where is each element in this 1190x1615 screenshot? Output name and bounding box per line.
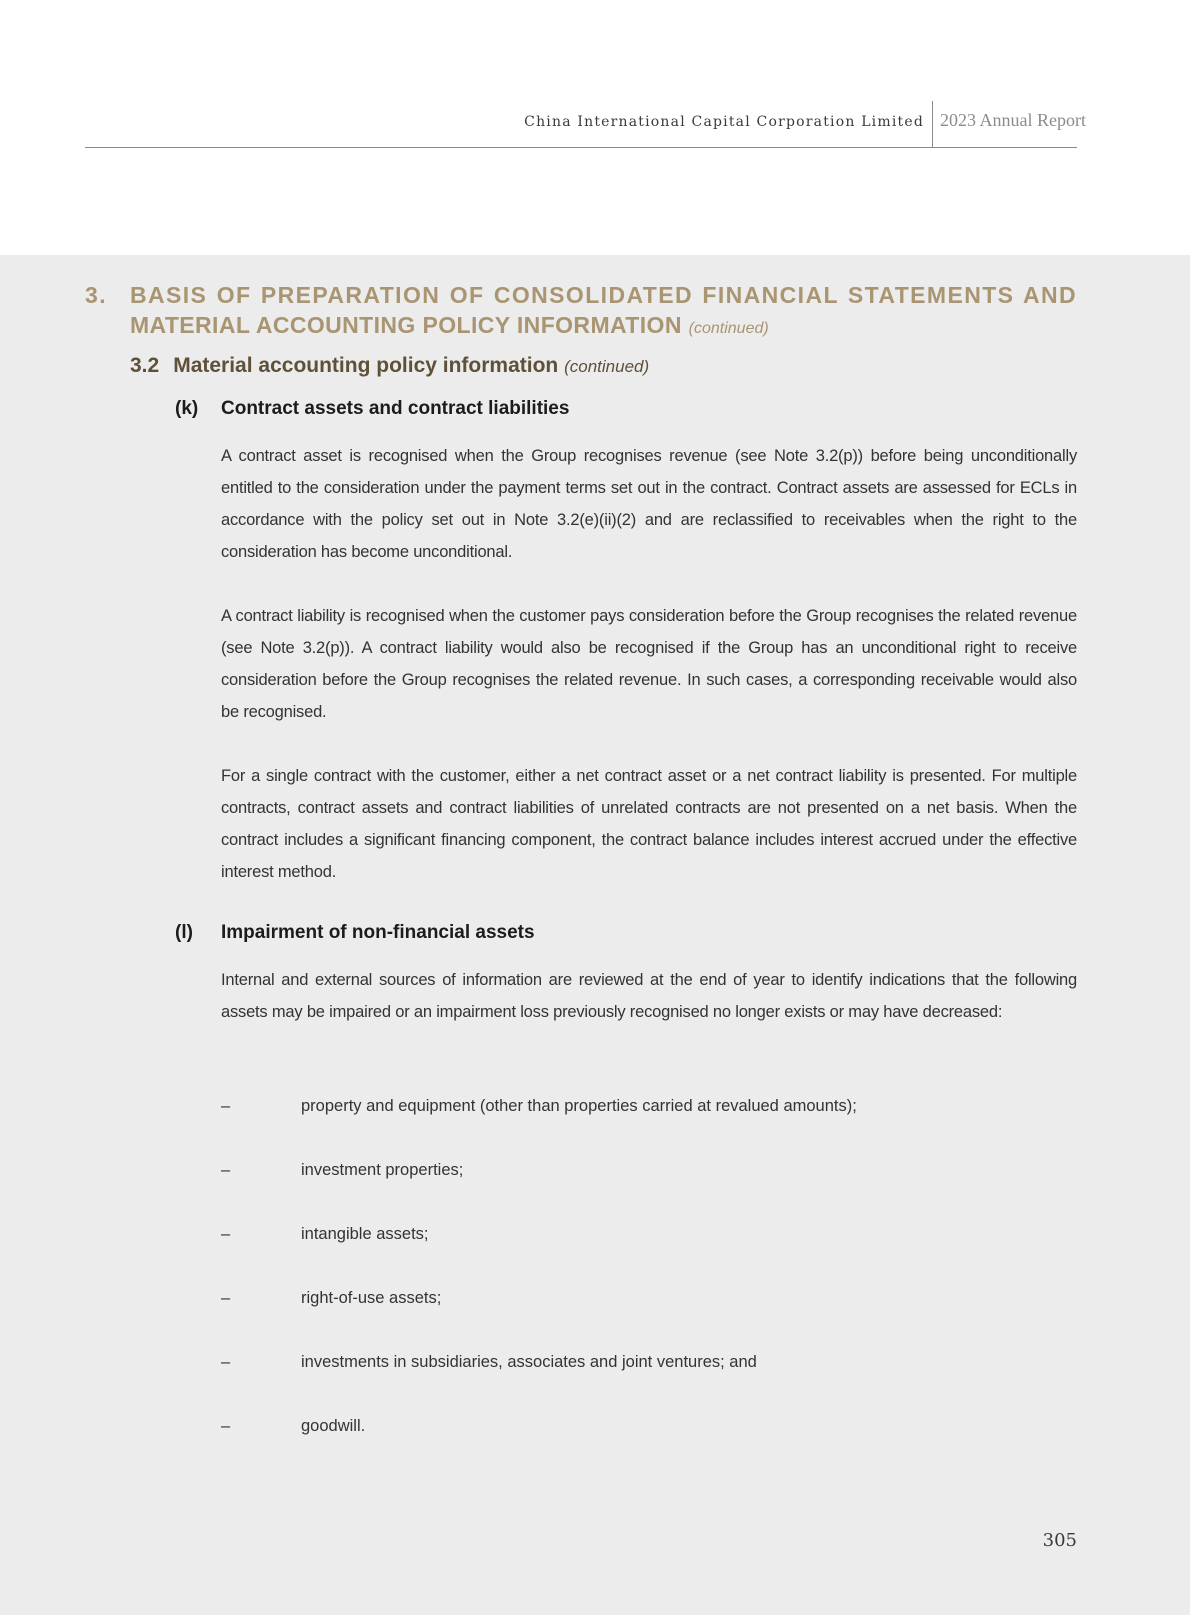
bullet-dash: – <box>221 1289 231 1307</box>
list-item-text: property and equipment (other than properties carried at revalued amounts); <box>301 1097 857 1115</box>
item-letter: (k) <box>175 398 199 419</box>
bullet-dash: – <box>221 1225 231 1243</box>
item-title: Contract assets and contract liabilities <box>221 398 570 419</box>
paragraph: For a single contract with the customer, either a net contract asset or a net contract liability is presented. For multiple contracts, contract assets and contract liabilities of unrelated contracts are not presented on a net basis. When the contract includes a significant financing component, the contract balance includes interest accrued under the effective interest method. <box>221 767 1077 881</box>
section-title-line2-text: MATERIAL ACCOUNTING POLICY INFORMATION <box>130 312 682 338</box>
paragraph: Internal and external sources of information are reviewed at the end of year to identify indications that the following assets may be impaired or an impairment loss previously recognised no longer exists or may have decreased: <box>221 971 1077 1021</box>
section-title-line1: BASIS OF PREPARATION OF CONSOLIDATED FINANCIAL STATEMENTS AND <box>130 282 1077 308</box>
bullet-dash: – <box>221 1161 231 1179</box>
subsection-title: Material accounting policy information <box>173 354 559 377</box>
item-title: Impairment of non-financial assets <box>221 922 535 943</box>
bullet-dash: – <box>221 1353 231 1371</box>
paragraph: A contract asset is recognised when the Group recognises revenue (see Note 3.2(p)) before being unconditionally entitled to the consideration under the payment terms set out in the contract. Contract assets are assessed for ECLs in accordance with the policy set out in Note 3.2(e)(ii)(2) and are reclassified to receivables when the right to the consideration has become unconditional. <box>221 447 1077 561</box>
header-divider <box>932 101 933 147</box>
page-number: 305 <box>1042 1530 1077 1551</box>
section-continued: (continued) <box>688 320 769 337</box>
list-item-text: goodwill. <box>301 1417 366 1435</box>
section-title-line2 <box>130 310 769 344</box>
list-item-text: investments in subsidiaries, associates and joint ventures; and <box>301 1353 757 1371</box>
company-name: China International Capital Corporation Limited <box>524 114 924 130</box>
bullet-dash: – <box>221 1097 231 1115</box>
bullet-dash: – <box>221 1417 231 1435</box>
report-title: 2023 Annual Report <box>940 110 1086 130</box>
item-heading-k <box>175 398 569 420</box>
subsection-heading <box>130 354 649 378</box>
section-number: 3. <box>85 282 107 308</box>
item-letter: (l) <box>175 922 193 943</box>
subsection-continued: (continued) <box>564 357 650 376</box>
page-header <box>0 0 1190 255</box>
item-heading-l <box>175 922 535 944</box>
subsection-number: 3.2 <box>130 354 160 377</box>
list-item-text: intangible assets; <box>301 1225 429 1243</box>
list-item-text: investment properties; <box>301 1161 464 1179</box>
header-rule <box>85 147 1077 148</box>
list-item-text: right-of-use assets; <box>301 1289 442 1307</box>
paragraph: A contract liability is recognised when the customer pays consideration before the Group recognises the related revenue (see Note 3.2(p)). A contract liability would also be recognised if the Group has an unconditional right to receive consideration before the Group recognises the related revenue. In such cases, a corresponding receivable would also be recognised. <box>221 607 1077 721</box>
